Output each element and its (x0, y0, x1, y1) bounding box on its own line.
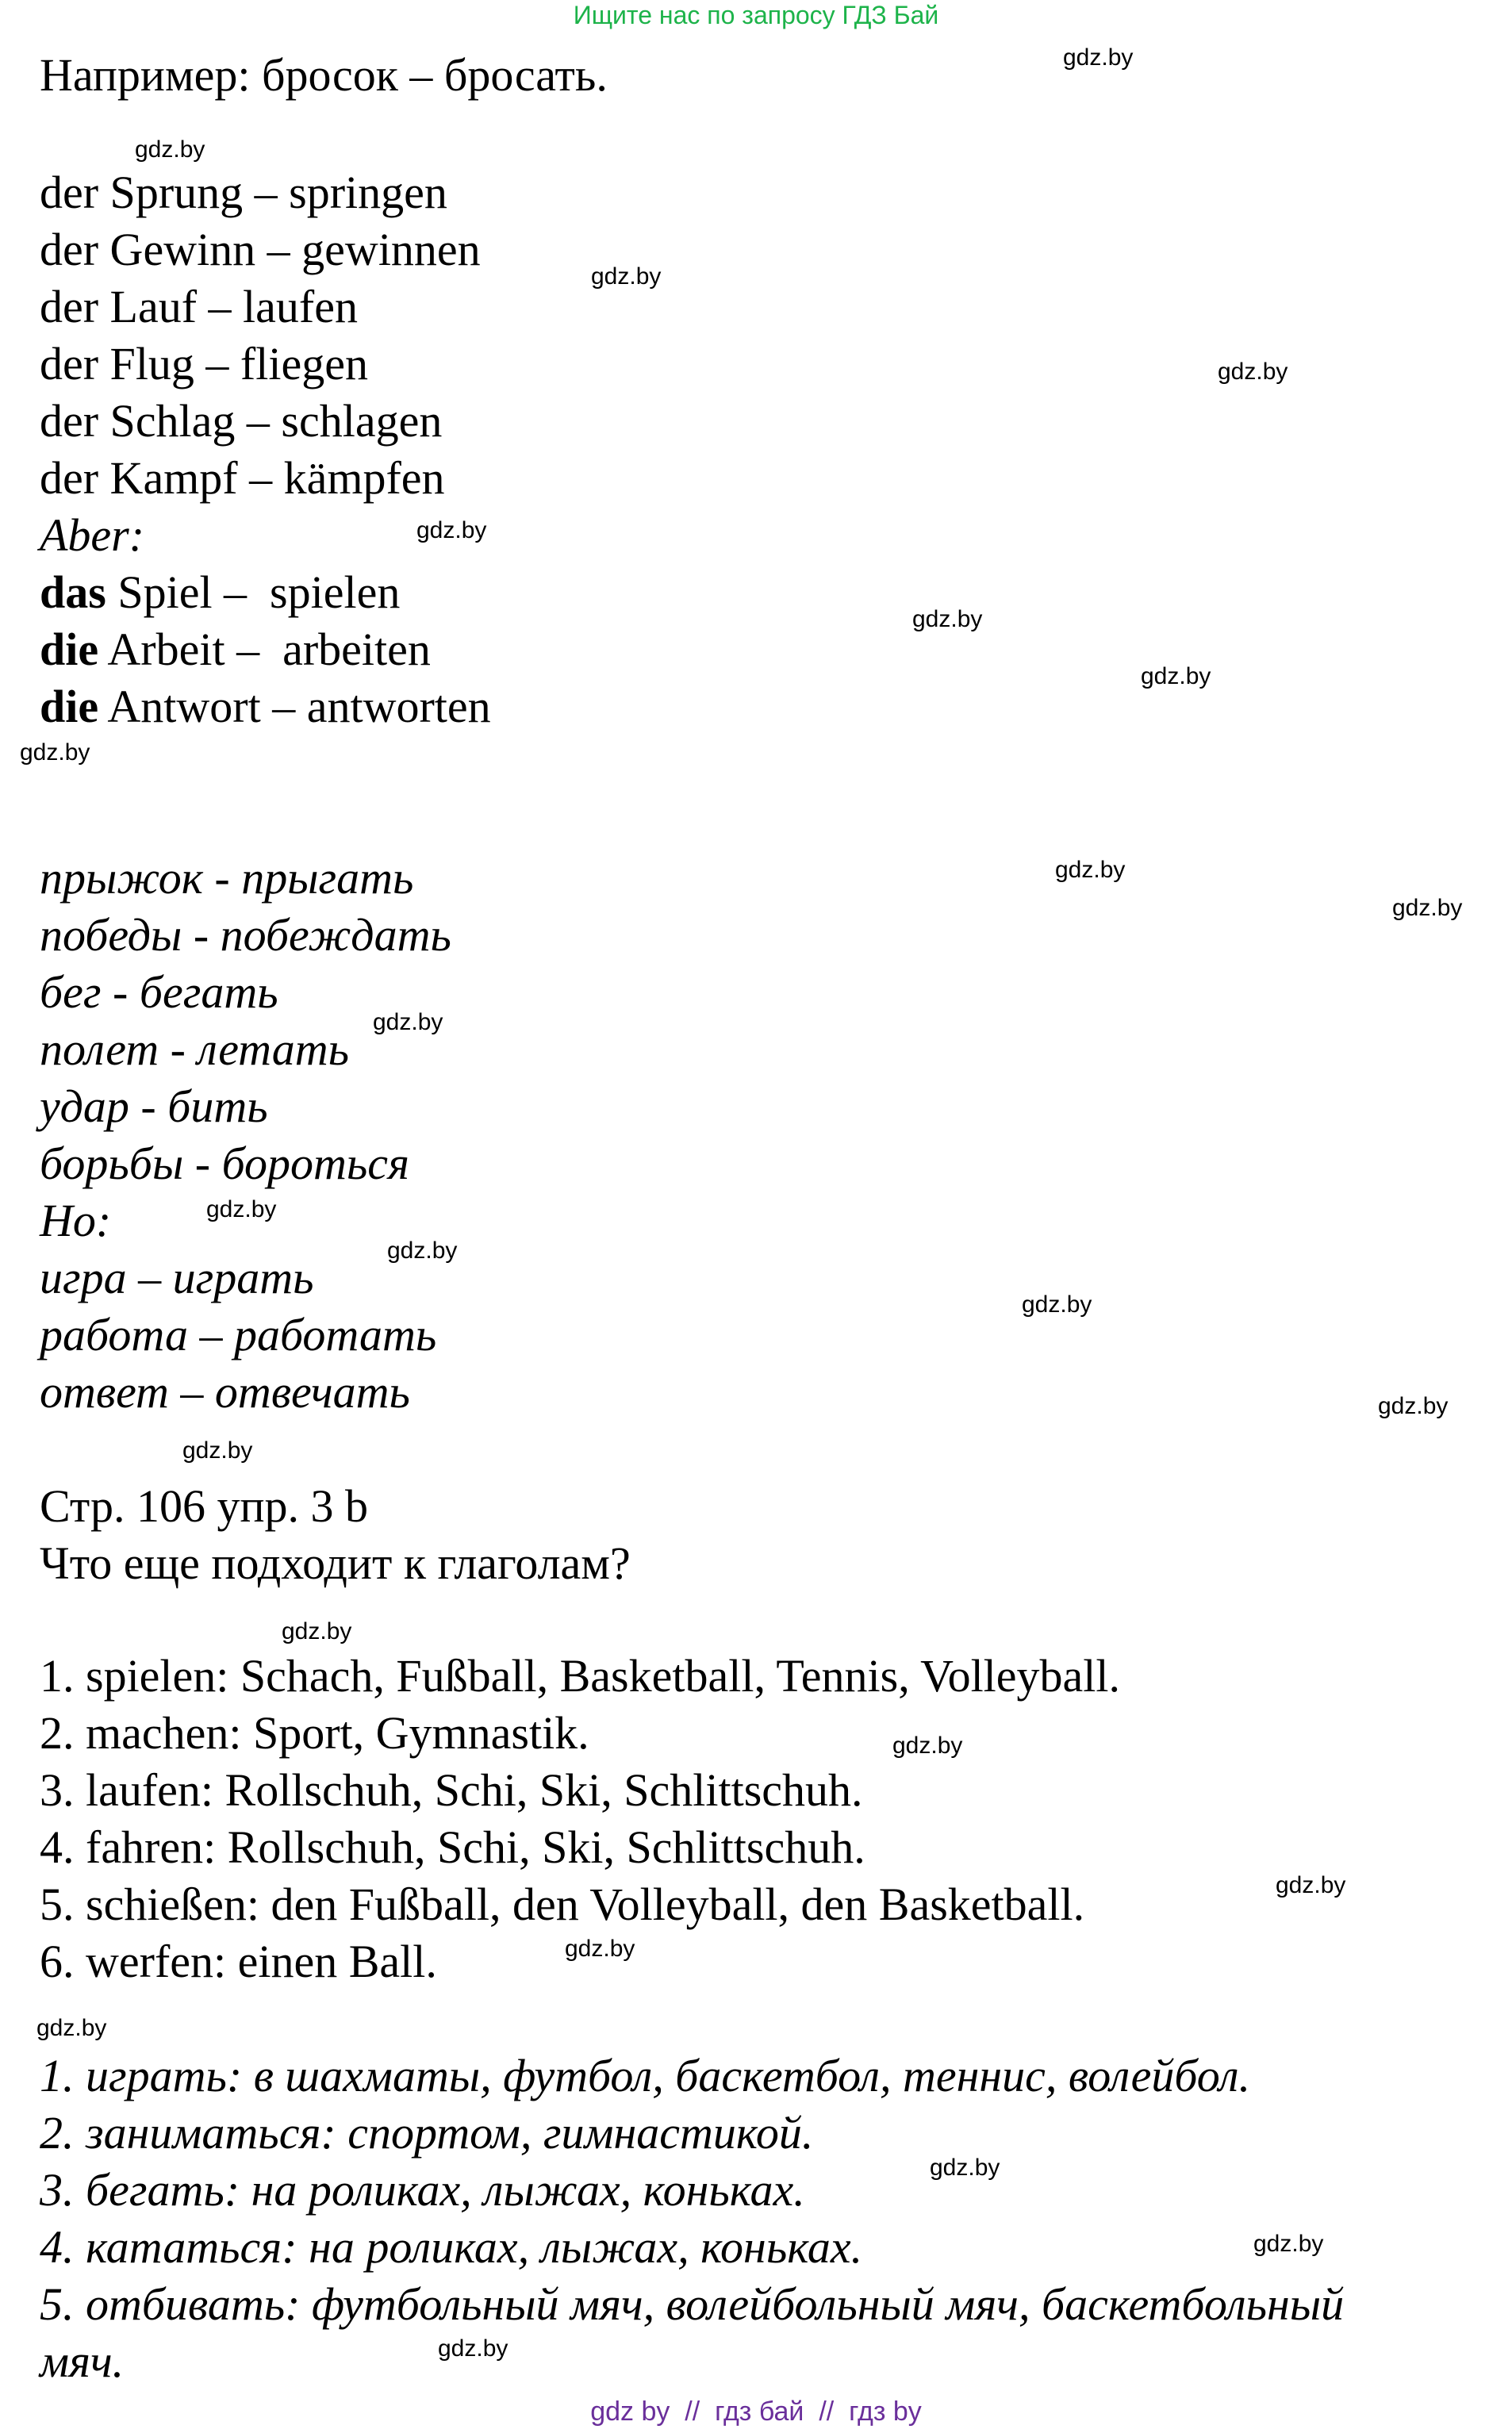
watermark: gdz.by (373, 1009, 443, 1035)
russian-answer-4: 4. кататься: на роликах, лыжах, коньках. (40, 2221, 863, 2273)
watermark: gdz.by (1392, 895, 1463, 921)
german-answer-4: 4. fahren: Rollschuh, Schi, Ski, Schlittschuh. (40, 1821, 865, 1873)
german-pair-6: der Kampf – kämpfen (40, 452, 445, 504)
russian-answer-5: 5. отбивать: футбольный мяч, волейбольный мяч, баскетбольный (40, 2278, 1345, 2330)
german-pair-3: der Lauf – laufen (40, 281, 358, 332)
russian-pair-6: борьбы - бороться (40, 1138, 409, 1189)
russian-pair-4: полет - летать (40, 1023, 350, 1075)
example-line: Например: бросок – бросать. (40, 49, 608, 101)
exercise-ref: Стр. 106 упр. 3 b (40, 1480, 369, 1532)
watermark: gdz.by (20, 739, 90, 766)
exception-2-article: die (40, 624, 99, 675)
footer-links[interactable]: gdz by // гдз бай // гдз by (590, 2397, 922, 2427)
german-pair-5: der Schlag – schlagen (40, 395, 443, 447)
russian-answer-3: 3. бегать: на роликах, лыжах, коньках. (40, 2164, 805, 2216)
watermark: gdz.by (892, 1733, 963, 1759)
exception-3-rest: Antwort – antworten (98, 681, 491, 732)
watermark: gdz.by (1055, 857, 1126, 883)
watermark: gdz.by (912, 606, 983, 632)
exception-3-article: die (40, 681, 99, 732)
watermark: gdz.by (135, 136, 205, 163)
russian-pair-5: удар - бить (40, 1080, 268, 1132)
watermark: gdz.by (282, 1618, 352, 1644)
russian-answer-2: 2. заниматься: спортом, гимнастикой. (40, 2107, 814, 2159)
exercise-question: Что еще подходит к глаголам? (40, 1537, 631, 1589)
no-label: Но: (40, 1195, 112, 1246)
watermark: gdz.by (1218, 359, 1288, 385)
german-pair-2: der Gewinn – gewinnen (40, 224, 481, 275)
watermark: gdz.by (387, 1238, 458, 1264)
exception-1-article: das (40, 566, 106, 618)
watermark: gdz.by (1141, 663, 1211, 689)
watermark: gdz.by (1378, 1393, 1449, 1419)
russian-exception-2: работа – работать (40, 1309, 437, 1360)
watermark: gdz.by (565, 1936, 635, 1962)
exception-3 (40, 679, 491, 735)
german-pair-1: der Sprung – springen (40, 167, 447, 218)
german-answer-2: 2. machen: Sport, Gymnastik. (40, 1707, 589, 1759)
watermark: gdz.by (1253, 2231, 1324, 2257)
watermark: gdz.by (930, 2155, 1000, 2181)
exception-1 (40, 565, 400, 620)
russian-answer-1: 1. играть: в шахматы, футбол, баскетбол, теннис, волейбол. (40, 2050, 1251, 2101)
watermark: gdz.by (1022, 1291, 1092, 1318)
watermark: gdz.by (182, 1437, 253, 1464)
german-answer-6: 6. werfen: einen Ball. (40, 1936, 437, 1987)
russian-exception-1: игра – играть (40, 1252, 314, 1303)
exception-2-rest: Arbeit – arbeiten (98, 624, 431, 675)
exception-1-rest: Spiel – spielen (106, 566, 401, 618)
watermark: gdz.by (1063, 44, 1134, 71)
watermark: gdz.by (438, 2335, 508, 2362)
watermark: gdz.by (1276, 1872, 1346, 1898)
german-answer-1: 1. spielen: Schach, Fußball, Basketball, Tennis, Volleyball. (40, 1650, 1121, 1702)
watermark: gdz.by (36, 2015, 107, 2041)
german-pair-4: der Flug – fliegen (40, 338, 368, 390)
russian-answer-6: мяч. (40, 2335, 125, 2387)
russian-pair-3: бег - бегать (40, 966, 278, 1018)
exception-2 (40, 622, 431, 677)
german-answer-5: 5. schießen: den Fußball, den Volleyball, den Basketball. (40, 1878, 1085, 1930)
german-answer-3: 3. laufen: Rollschuh, Schi, Ski, Schlittschuh. (40, 1764, 863, 1816)
site-header-link[interactable]: Ищите нас по запросу ГДЗ Бай (573, 1, 939, 29)
aber-label: Aber: (40, 509, 145, 561)
russian-pair-1: прыжок - прыгать (40, 852, 414, 904)
watermark: gdz.by (591, 263, 662, 290)
watermark: gdz.by (206, 1196, 277, 1222)
russian-pair-2: победы - побеждать (40, 909, 451, 961)
watermark: gdz.by (416, 517, 487, 543)
russian-exception-3: ответ – отвечать (40, 1366, 410, 1418)
